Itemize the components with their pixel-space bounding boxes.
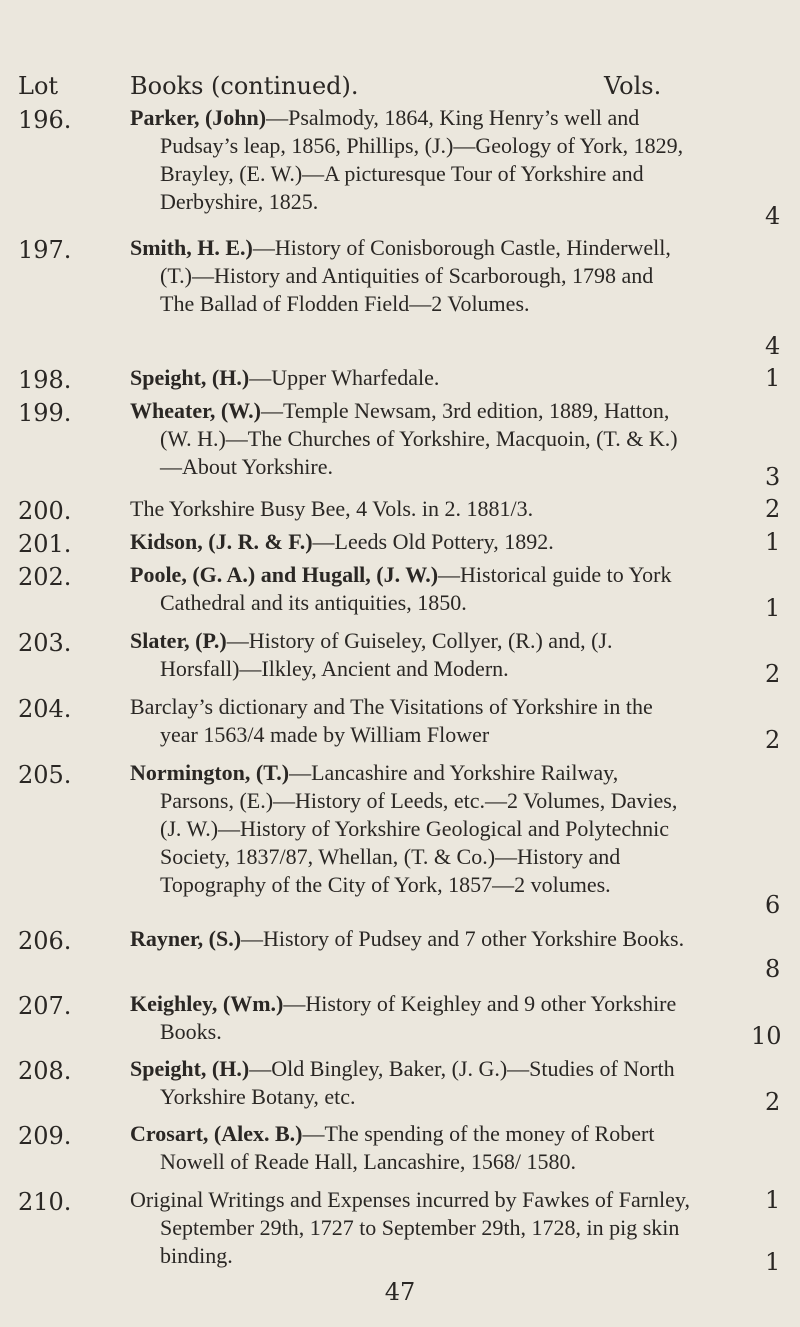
author-name: Smith, H. E.): [130, 235, 253, 260]
lot-description: [130, 397, 690, 481]
lot-text: —Old Bingley, Baker, (J. G.)—Studies of North Yorkshire Botany, etc.: [160, 1056, 675, 1109]
volume-count: 1: [765, 528, 781, 556]
lot-text: —Historical guide to York Cathedral and its antiquities, 1850.: [160, 562, 672, 615]
lot-description: [130, 925, 690, 953]
lot-text: —Psalmody, 1864, King Henry’s well and Pudsay’s leap, 1856, Phillips, (J.)—Geology of York, 1829, Brayley, (E. W.)—A picturesque Tour of Yorkshire and Derbyshire, 1825.: [160, 105, 684, 214]
lot-number: 203.: [18, 629, 72, 657]
lot-description: [130, 234, 690, 318]
lot-number: 196.: [18, 106, 72, 134]
author-name: Speight, (H.): [130, 1056, 250, 1081]
lot-number: 202.: [18, 563, 72, 591]
lot-text: Barclay’s dictionary and The Visitations of Yorkshire in the year 1563/4 made by William Flower: [130, 694, 653, 747]
lot-description: [130, 693, 690, 749]
lot-text: —History of Conisborough Castle, Hinderwell, (T.)—History and Antiquities of Scarborough, 1798 and The Ballad of Flodden Field—2 Volumes.: [160, 235, 671, 316]
lot-text: —History of Guiseley, Collyer, (R.) and, (J. Horsfall)—Ilkley, Ancient and Modern.: [160, 628, 613, 681]
lot-number: 206.: [18, 927, 72, 955]
section-header: Books (continued).: [130, 72, 359, 100]
volume-count: 1: [765, 1186, 781, 1214]
lot-number: 210.: [18, 1188, 72, 1216]
volume-count: 1: [765, 594, 781, 622]
author-name: Wheater, (W.): [130, 398, 261, 423]
volume-count: 10: [751, 1022, 782, 1050]
volume-count: 1: [765, 1248, 781, 1276]
author-name: Speight, (H.): [130, 365, 250, 390]
lot-description: [130, 561, 690, 617]
lot-description: [130, 1186, 690, 1270]
lot-number: 208.: [18, 1057, 72, 1085]
volume-count: 8: [765, 955, 781, 983]
volume-count: 2: [765, 1088, 781, 1116]
volume-count: 4: [765, 332, 781, 360]
lot-text: —Leeds Old Pottery, 1892.: [312, 529, 554, 554]
lot-description: [130, 495, 690, 523]
lot-description: [130, 364, 690, 392]
lot-text: The Yorkshire Busy Bee, 4 Vols. in 2. 1881/3.: [130, 496, 534, 521]
lot-text: —History of Pudsey and 7 other Yorkshire Books.: [241, 926, 685, 951]
author-name: Keighley, (Wm.): [130, 991, 284, 1016]
author-name: Rayner, (S.): [130, 926, 242, 951]
lot-number: 205.: [18, 761, 72, 789]
volume-count: 2: [765, 726, 781, 754]
lot-number: 204.: [18, 695, 72, 723]
lot-description: [130, 1055, 690, 1111]
lot-description: [130, 1120, 690, 1176]
lot-text: Original Writings and Expenses incurred by Fawkes of Farnley, September 29th, 1727 to September 29th, 1728, in pig skin binding.: [130, 1187, 690, 1268]
author-name: Normington, (T.): [130, 760, 290, 785]
author-name: Crosart, (Alex. B.): [130, 1121, 303, 1146]
lot-column-header: Lot: [18, 72, 59, 100]
lot-number: 197.: [18, 236, 72, 264]
lot-description: [130, 990, 690, 1046]
volume-count: 1: [765, 364, 781, 392]
lot-text: —Lancashire and Yorkshire Railway, Parsons, (E.)—History of Leeds, etc.—2 Volumes, Davies, (J. W.)—History of Yorkshire Geological and Polytechnic Society, 1837/87, Whellan, (T. & Co.)—History and Topography of the City of York, 1857—2 volumes.: [160, 760, 678, 897]
author-name: Kidson, (J. R. & F.): [130, 529, 313, 554]
lot-description: [130, 104, 690, 216]
volume-count: 2: [765, 495, 781, 523]
lot-number: 200.: [18, 497, 72, 525]
volume-count: 6: [765, 891, 781, 919]
volume-count: 4: [765, 202, 781, 230]
author-name: Poole, (G. A.) and Hugall, (J. W.): [130, 562, 439, 587]
lot-text: —The spending of the money of Robert Nowell of Reade Hall, Lancashire, 1568/ 1580.: [160, 1121, 655, 1174]
author-name: Slater, (P.): [130, 628, 227, 653]
lot-text: —History of Keighley and 9 other Yorkshire Books.: [160, 991, 677, 1044]
author-name: Parker, (John): [130, 105, 267, 130]
lot-description: [130, 627, 690, 683]
lot-description: [130, 528, 690, 556]
volume-count: 2: [765, 660, 781, 688]
volume-count: 3: [765, 463, 781, 491]
lot-text: —Upper Wharfedale.: [249, 365, 440, 390]
lot-number: 198.: [18, 366, 72, 394]
vols-column-header: Vols.: [604, 72, 662, 100]
page-number: 47: [384, 1278, 416, 1306]
lot-text: —Temple Newsam, 3rd edition, 1889, Hatton, (W. H.)—The Churches of Yorkshire, Macquoin, (T. & K.)—About Yorkshire.: [160, 398, 678, 479]
lot-number: 207.: [18, 992, 72, 1020]
lot-description: [130, 759, 690, 899]
lot-number: 209.: [18, 1122, 72, 1150]
lot-number: 199.: [18, 399, 72, 427]
lot-number: 201.: [18, 530, 72, 558]
